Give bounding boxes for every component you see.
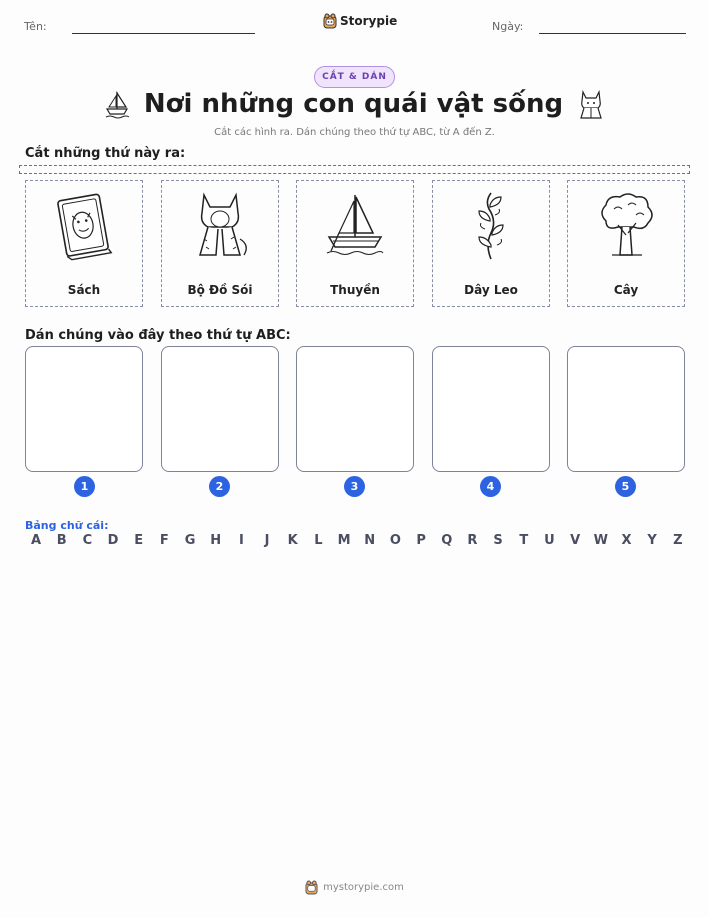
alphabet-letter: V — [570, 533, 581, 548]
sailboat-icon — [104, 89, 130, 119]
alphabet-letter: Y — [647, 533, 657, 548]
alphabet-letter: X — [621, 533, 632, 548]
alphabet-row — [27, 533, 687, 548]
paste-section-heading: Dán chúng vào đây theo thứ tự ABC: — [25, 328, 291, 343]
alphabet-letter: R — [467, 533, 478, 548]
tree-icon — [592, 189, 660, 261]
alphabet-title: Bảng chữ cái: — [25, 519, 109, 532]
instructions: Cắt các hình ra. Dán chúng theo thứ tự ABC, từ A đến Z. — [214, 127, 495, 138]
card-label: Bộ Đồ Sói — [187, 283, 253, 297]
alphabet-letter: B — [56, 533, 67, 548]
paste-slot-2[interactable] — [161, 346, 279, 472]
vine-icon — [457, 189, 525, 261]
paste-slot-1[interactable] — [25, 346, 143, 472]
card-label: Sách — [67, 283, 101, 297]
alphabet-letter: E — [134, 533, 144, 548]
name-label: Tên: — [24, 20, 47, 33]
cut-section-heading: Cắt những thứ này ra: — [25, 146, 186, 161]
alphabet-letter: L — [314, 533, 323, 548]
footer-url[interactable]: mystorypie.com — [323, 882, 404, 893]
slot-number-badge: 2 — [209, 476, 230, 497]
cut-card-book[interactable] — [25, 180, 143, 307]
storypie-mascot-icon — [305, 880, 318, 895]
alphabet-letter: J — [264, 533, 270, 548]
alphabet-letter: I — [238, 533, 244, 548]
alphabet-letter: K — [287, 533, 298, 548]
page-title: Nơi những con quái vật sống — [143, 89, 564, 119]
alphabet-letter: Q — [441, 533, 453, 548]
slot-number-badge: 5 — [615, 476, 636, 497]
book-icon — [50, 189, 118, 261]
alphabet-letter: P — [416, 533, 426, 548]
alphabet-letter: U — [544, 533, 555, 548]
alphabet-letter: G — [184, 533, 196, 548]
card-label: Cây — [613, 283, 639, 297]
date-line — [539, 33, 686, 34]
slot-number-badge: 1 — [74, 476, 95, 497]
alphabet-letter: N — [364, 533, 376, 548]
date-label: Ngày: — [492, 20, 524, 33]
alphabet-letter: F — [159, 533, 169, 548]
cut-card-vine[interactable] — [432, 180, 550, 307]
alphabet-letter: D — [107, 533, 119, 548]
alphabet-letter: H — [210, 533, 222, 548]
card-label: Dây Leo — [464, 283, 518, 297]
alphabet-letter: C — [82, 533, 93, 548]
wolf-suit-icon — [186, 189, 254, 261]
alphabet-letter: O — [389, 533, 401, 548]
footer — [0, 880, 709, 895]
cut-card-wolf-suit[interactable] — [161, 180, 279, 307]
storypie-mascot-icon — [323, 13, 337, 29]
wolf-costume-icon — [577, 88, 605, 120]
alphabet-letter: A — [30, 533, 42, 548]
cut-guide-line — [19, 165, 690, 174]
cut-card-boat[interactable] — [296, 180, 414, 307]
paste-slot-5[interactable] — [567, 346, 685, 472]
alphabet-letter: M — [337, 533, 351, 548]
name-line — [72, 33, 255, 34]
alphabet-letter: W — [593, 533, 608, 548]
alphabet-letter: T — [519, 533, 529, 548]
paste-slot-3[interactable] — [296, 346, 414, 472]
alphabet-letter: S — [493, 533, 503, 548]
cut-card-tree[interactable] — [567, 180, 685, 307]
brand-name: Storypie — [340, 14, 398, 28]
boat-icon — [321, 189, 389, 261]
activity-badge: CẮT & DÁN — [314, 66, 395, 88]
alphabet-letter: Z — [673, 533, 683, 548]
slot-number-badge: 3 — [344, 476, 365, 497]
slot-number-badge: 4 — [480, 476, 501, 497]
card-label: Thuyền — [330, 283, 380, 297]
brand-logo — [323, 13, 397, 29]
paste-slot-4[interactable] — [432, 346, 550, 472]
title-row — [0, 88, 709, 120]
